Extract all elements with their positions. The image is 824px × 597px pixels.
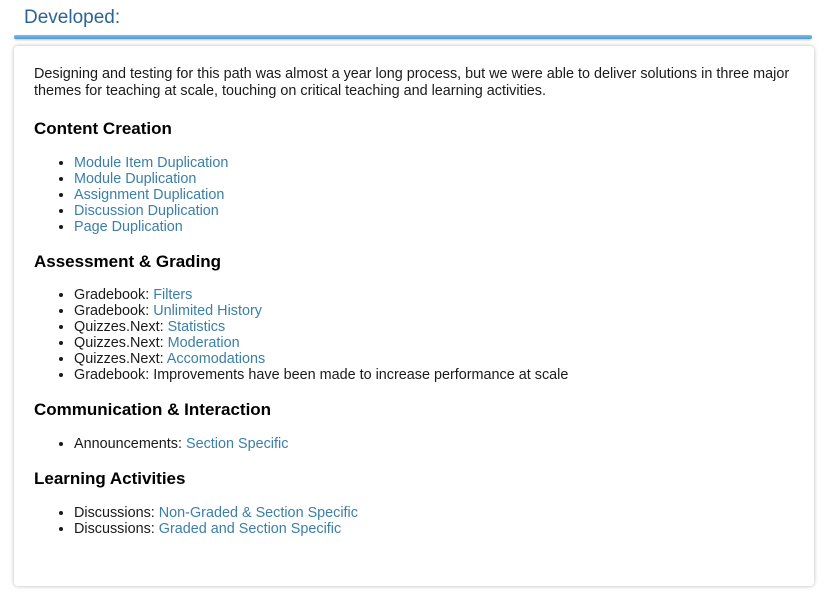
item-prefix: Discussions: — [74, 505, 159, 521]
list-item — [74, 287, 794, 303]
list-item — [74, 335, 794, 351]
section-heading-communication-interaction: Communication & Interaction — [34, 400, 272, 419]
section-heading-assessment-grading: Assessment & Grading — [34, 252, 222, 271]
list-item — [74, 219, 794, 235]
item-prefix: Gradebook: — [74, 287, 154, 303]
non-graded-section-specific-link[interactable]: Non-Graded & Section Specific — [158, 505, 358, 521]
statistics-link[interactable]: Statistics — [167, 319, 226, 335]
list-item — [74, 203, 794, 219]
discussion-duplication-link[interactable]: Discussion Duplication — [74, 203, 219, 219]
accomodations-link[interactable]: Accomodations — [166, 351, 266, 367]
section-header — [14, 0, 812, 40]
list-item — [74, 171, 794, 187]
filters-link[interactable]: Filters — [153, 287, 193, 303]
list-item — [74, 367, 794, 383]
list-item — [74, 436, 794, 452]
section-specific-link[interactable]: Section Specific — [186, 436, 289, 452]
moderation-link[interactable]: Moderation — [167, 335, 240, 351]
list-item — [74, 303, 794, 319]
communication-interaction-list — [34, 436, 794, 452]
item-prefix: Quizzes.Next: — [74, 351, 167, 367]
item-prefix: Discussions: — [74, 521, 159, 537]
page-title: Developed: — [24, 7, 121, 28]
item-text: Gradebook: Improvements have been made to increase performance at scale — [74, 367, 569, 383]
header-divider — [14, 35, 812, 39]
module-item-duplication-link[interactable]: Module Item Duplication — [74, 155, 229, 171]
section-heading-learning-activities: Learning Activities — [34, 469, 186, 488]
page-duplication-link[interactable]: Page Duplication — [74, 219, 183, 235]
item-prefix: Gradebook: — [74, 303, 154, 319]
item-prefix: Announcements: — [74, 436, 186, 452]
unlimited-history-link[interactable]: Unlimited History — [153, 303, 262, 319]
intro-paragraph: Designing and testing for this path was almost a year long process, but we were able to deliver solutions in three major themes for teaching at scale, touching on critical teaching and learning activities. — [34, 66, 790, 99]
content-card — [14, 46, 814, 586]
list-item — [74, 351, 794, 367]
item-prefix: Quizzes.Next: — [74, 335, 168, 351]
section-heading-content-creation: Content Creation — [34, 119, 172, 138]
assignment-duplication-link[interactable]: Assignment Duplication — [74, 187, 225, 203]
content-creation-list — [34, 155, 794, 235]
assessment-grading-list — [34, 287, 794, 383]
list-item — [74, 319, 794, 335]
graded-section-specific-link[interactable]: Graded and Section Specific — [158, 521, 342, 537]
learning-activities-list — [34, 505, 794, 537]
module-duplication-link[interactable]: Module Duplication — [74, 171, 197, 187]
list-item — [74, 505, 794, 521]
list-item — [74, 521, 794, 537]
item-prefix: Quizzes.Next: — [74, 319, 168, 335]
list-item — [74, 187, 794, 203]
list-item — [74, 155, 794, 171]
